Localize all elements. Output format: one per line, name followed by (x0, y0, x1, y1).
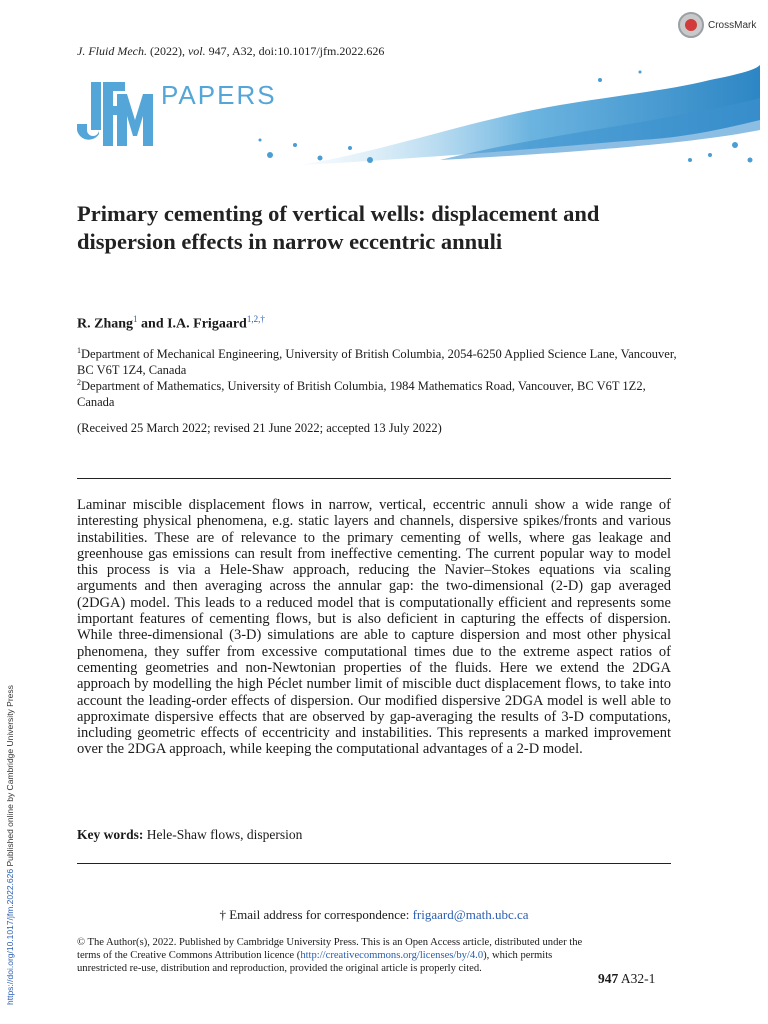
journal-name: J. Fluid Mech. (77, 44, 147, 58)
correspondence-email (77, 907, 671, 923)
splash-banner-image (240, 60, 760, 170)
correspondence-ref[interactable]: † (260, 314, 265, 324)
logo-papers-text: PAPERS (161, 80, 277, 110)
volume-doi: 947, A32, doi:10.1017/jfm.2022.626 (205, 44, 385, 58)
affiliation-text: Department of Mechanical Engineering, University of British Columbia, 2054-6250 Applied Science Lane, Vancouver, BC V6T 1Z4, Canada (77, 347, 677, 378)
keywords-text: Hele-Shaw flows, dispersion (143, 827, 303, 842)
crossmark-icon (678, 12, 704, 38)
crossmark-button[interactable] (678, 12, 756, 38)
crossmark-label: CrossMark (708, 19, 757, 31)
email-prefix: † Email address for correspondence: (219, 907, 413, 922)
affiliation-text: Department of Mathematics, University of British Columbia, 1984 Mathematics Road, Vancouver, BC V6T 1Z2, Canada (77, 379, 646, 410)
volume-label: vol. (187, 44, 206, 58)
keywords (77, 827, 302, 843)
affiliation-number: 1 (77, 346, 81, 355)
doi-link[interactable]: https://doi.org/10.1017/jfm.2022.626 (5, 868, 15, 1005)
page-volume: 947 (598, 971, 619, 986)
keywords-label: Key words: (77, 827, 144, 842)
top-divider (77, 478, 671, 479)
license-link[interactable]: http://creativecommons.org/licenses/by/4.0 (300, 950, 484, 961)
published-online-text: Published online by Cambridge University Press (5, 685, 15, 869)
author-list (77, 314, 265, 333)
author-name: R. Zhang (77, 316, 134, 332)
jfm-logo (77, 80, 157, 148)
paper-title: Primary cementing of vertical wells: displacement and dispersion effects in narrow eccentric annuli (77, 201, 600, 254)
affiliation-ref[interactable]: 1,2, (246, 314, 261, 324)
side-notice-text (5, 665, 15, 1005)
license-text: © The Author(s), 2022. Published by Cambridge University Press. This is an Open Access article, distributed under the terms of the Creative Commons Attribution licence ( (77, 937, 583, 961)
journal-year: (2022), (146, 44, 188, 58)
affiliation-number: 2 (77, 378, 81, 387)
page-number (598, 971, 655, 987)
side-publication-notice (0, 0, 16, 1024)
license-notice (77, 936, 597, 975)
email-link[interactable]: frigaard@math.ubc.ca (412, 907, 529, 922)
received-dates: (Received 25 March 2022; revised 21 June 2022; accepted 13 July 2022) (77, 421, 442, 435)
author-name: I.A. Frigaard (167, 316, 247, 332)
license-text: ), which permits unrestricted re-use, distribution and reproduction, provided the original article is properly cited. (77, 950, 553, 974)
affiliation-2 (77, 375, 677, 410)
author-conjunction: and (137, 316, 168, 332)
abstract: Laminar miscible displacement flows in narrow, vertical, eccentric annuli show a wide range of interesting physical phenomena, e.g. static layers and channels, dispersive spikes/fronts and various instabilities. These are of relevance to the primary cementing of wells, where gas leakage and greenhouse gas emissions can result from ineffective cementing. The current popular way to model this process is via a Hele-Shaw approach, reducing the Navier–Stokes equations via scaling arguments and then averaging across the annular gap: the two-dimensional (2-D) gap averaged (2DGA) model. This leads to a reduced model that is computationally efficient and represents some important features of cementing flows, but is also deficient in capturing the effects of dispersion. While three-dimensional (3-D) simulations are able to capture dispersion and most other physical phenomena, they suffer from excessive computational times due to the extreme aspect ratios of cementing geometries and non-Newtonian properties of the fluids. Here we extend the 2DGA approach by modelling the high Péclet number limit of miscible duct displacement flows, to take into account the leading-order effects of dispersion. Our modified dispersive 2DGA model is well able to approximate dispersive effects that are observed by gap-averaging the results of 3-D computations, including geometric effects of eccentricity and instabilities. This represents a marked improvement over the 2DGA approach, while keeping the computational advantages of a 2-D model. (77, 497, 671, 758)
journal-citation (77, 44, 384, 59)
affiliation-1 (77, 343, 677, 378)
page-article-id: A32-1 (618, 971, 656, 986)
bottom-divider (77, 863, 671, 864)
affiliation-ref[interactable]: 1 (133, 314, 138, 324)
